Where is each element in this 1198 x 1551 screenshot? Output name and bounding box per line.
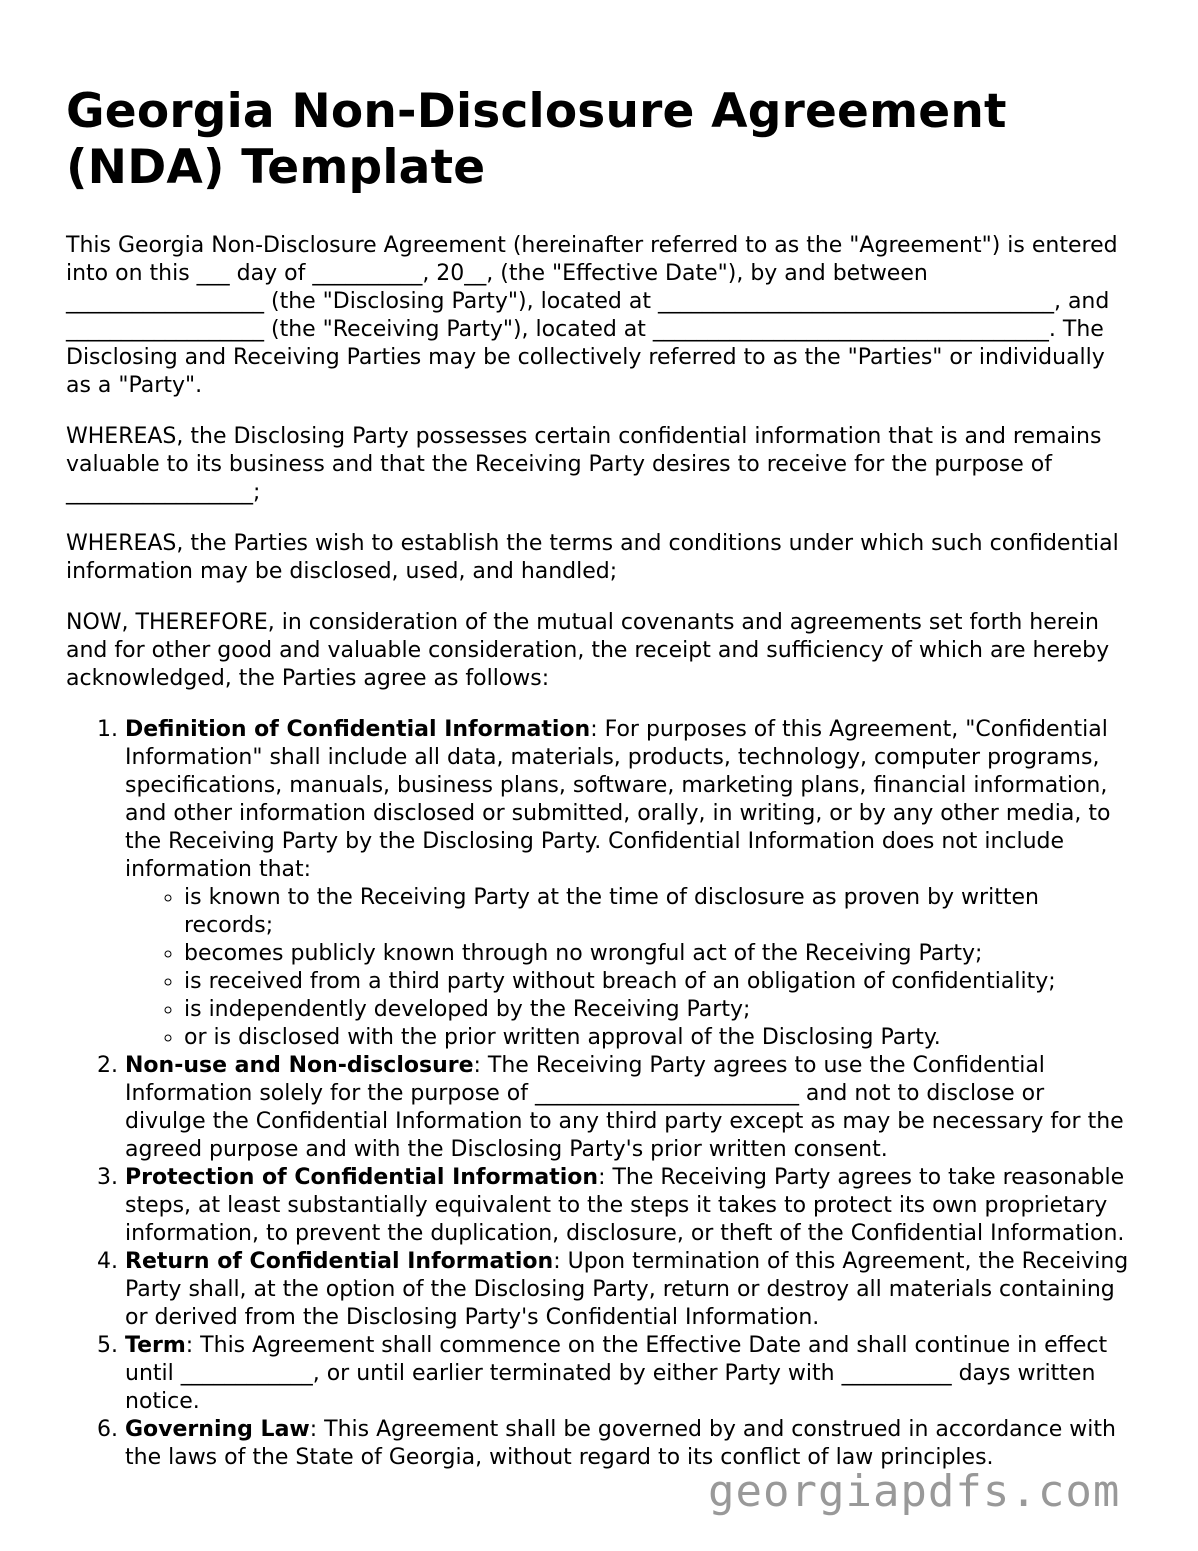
section-heading: Return of Confidential Information bbox=[125, 1249, 554, 1274]
document-page bbox=[66, 84, 1130, 1472]
exclusions-list bbox=[125, 884, 1130, 1052]
section-protection bbox=[125, 1164, 1130, 1248]
now-therefore-paragraph: NOW, THEREFORE, in consideration of the mutual covenants and agreements set forth herein and for other good and valuable consideration, the receipt and sufficiency of which are hereby acknowledged, the Parties agree as follows: bbox=[66, 610, 1110, 691]
section-text: : This Agreement shall be governed by and construed in accordance with the laws of the State of Georgia, without regard to its conflict of law principles. bbox=[125, 1417, 1116, 1470]
section-term bbox=[125, 1332, 1130, 1416]
exclusion-item: ◦ is known to the Receiving Party at the time of disclosure as proven by written records; bbox=[184, 884, 1130, 940]
sections-list bbox=[66, 716, 1130, 1472]
section-heading: Governing Law bbox=[125, 1417, 310, 1442]
section-heading: Definition of Confidential Information bbox=[125, 717, 591, 742]
section-heading: Term bbox=[125, 1333, 186, 1358]
section-heading: Non-use and Non-disclosure bbox=[125, 1053, 474, 1078]
exclusion-item: ◦ or is disclosed with the prior written approval of the Disclosing Party. bbox=[184, 1024, 1130, 1052]
section-heading: Protection of Confidential Information bbox=[125, 1165, 599, 1190]
whereas-paragraph-2: WHEREAS, the Parties wish to establish the terms and conditions under which such confidential information may be disclosed, used, and handled; bbox=[66, 531, 1119, 584]
section-definition bbox=[125, 716, 1130, 1052]
exclusion-item: ◦ is independently developed by the Receiving Party; bbox=[184, 996, 1130, 1024]
section-text: : Upon termination of this Agreement, the Receiving Party shall, at the option of the Disclosing Party, return or destroy all materials containing or derived from the Disclosing Party's Confidential Information. bbox=[125, 1249, 1129, 1330]
section-text: : For purposes of this Agreement, "Confidential Information" shall include all data, materials, products, technology, computer programs, specifications, manuals, business plans, software, marketing plans, financial information, and other information disclosed or submitted, orally, in writing, or by any other media, to the Receiving Party by the Disclosing Party. Confidential Information does not include information that: bbox=[125, 717, 1111, 882]
intro-paragraph: This Georgia Non-Disclosure Agreement (hereinafter referred to as the "Agreement") is entered into on this ___ day of __________, 20__, (the "Effective Date"), by and between __________________ (the "Disclosing Party"), located at ____________________________________, and __________________ (the "Receiving Party"), located at ____________________________________. The Disclosing and Receiving Parties may be collectively referred to as the "Parties" or individually as a "Party". bbox=[66, 233, 1118, 398]
section-text: : The Receiving Party agrees to take reasonable steps, at least substantially equivalent to the steps it takes to protect its own proprietary information, to prevent the duplication, disclosure, or theft of the Confidential Information. bbox=[125, 1165, 1125, 1246]
section-text: : The Receiving Party agrees to use the Confidential Information solely for the purpose of ________________________ and not to disclose or divulge the Confidential Information to any third party except as may be necessary for the agreed purpose and with the Disclosing Party's prior written consent. bbox=[125, 1053, 1124, 1162]
watermark: georgiapdfs.com bbox=[708, 1466, 1121, 1517]
exclusion-item: ◦ is received from a third party without breach of an obligation of confidentiality; bbox=[184, 968, 1130, 996]
exclusion-item: ◦ becomes publicly known through no wrongful act of the Receiving Party; bbox=[184, 940, 1130, 968]
section-text: : This Agreement shall commence on the Effective Date and shall continue in effect until ____________, or until earlier terminated by either Party with __________ days written notice. bbox=[125, 1333, 1108, 1414]
section-governing-law bbox=[125, 1416, 1130, 1472]
document-title: Georgia Non-Disclosure Agreement (NDA) Template bbox=[66, 84, 1007, 195]
section-return bbox=[125, 1248, 1130, 1332]
section-non-use bbox=[125, 1052, 1130, 1164]
whereas-paragraph-1: WHEREAS, the Disclosing Party possesses certain confidential information that is and remains valuable to its business and that the Receiving Party desires to receive for the purpose of _________________; bbox=[66, 424, 1102, 505]
